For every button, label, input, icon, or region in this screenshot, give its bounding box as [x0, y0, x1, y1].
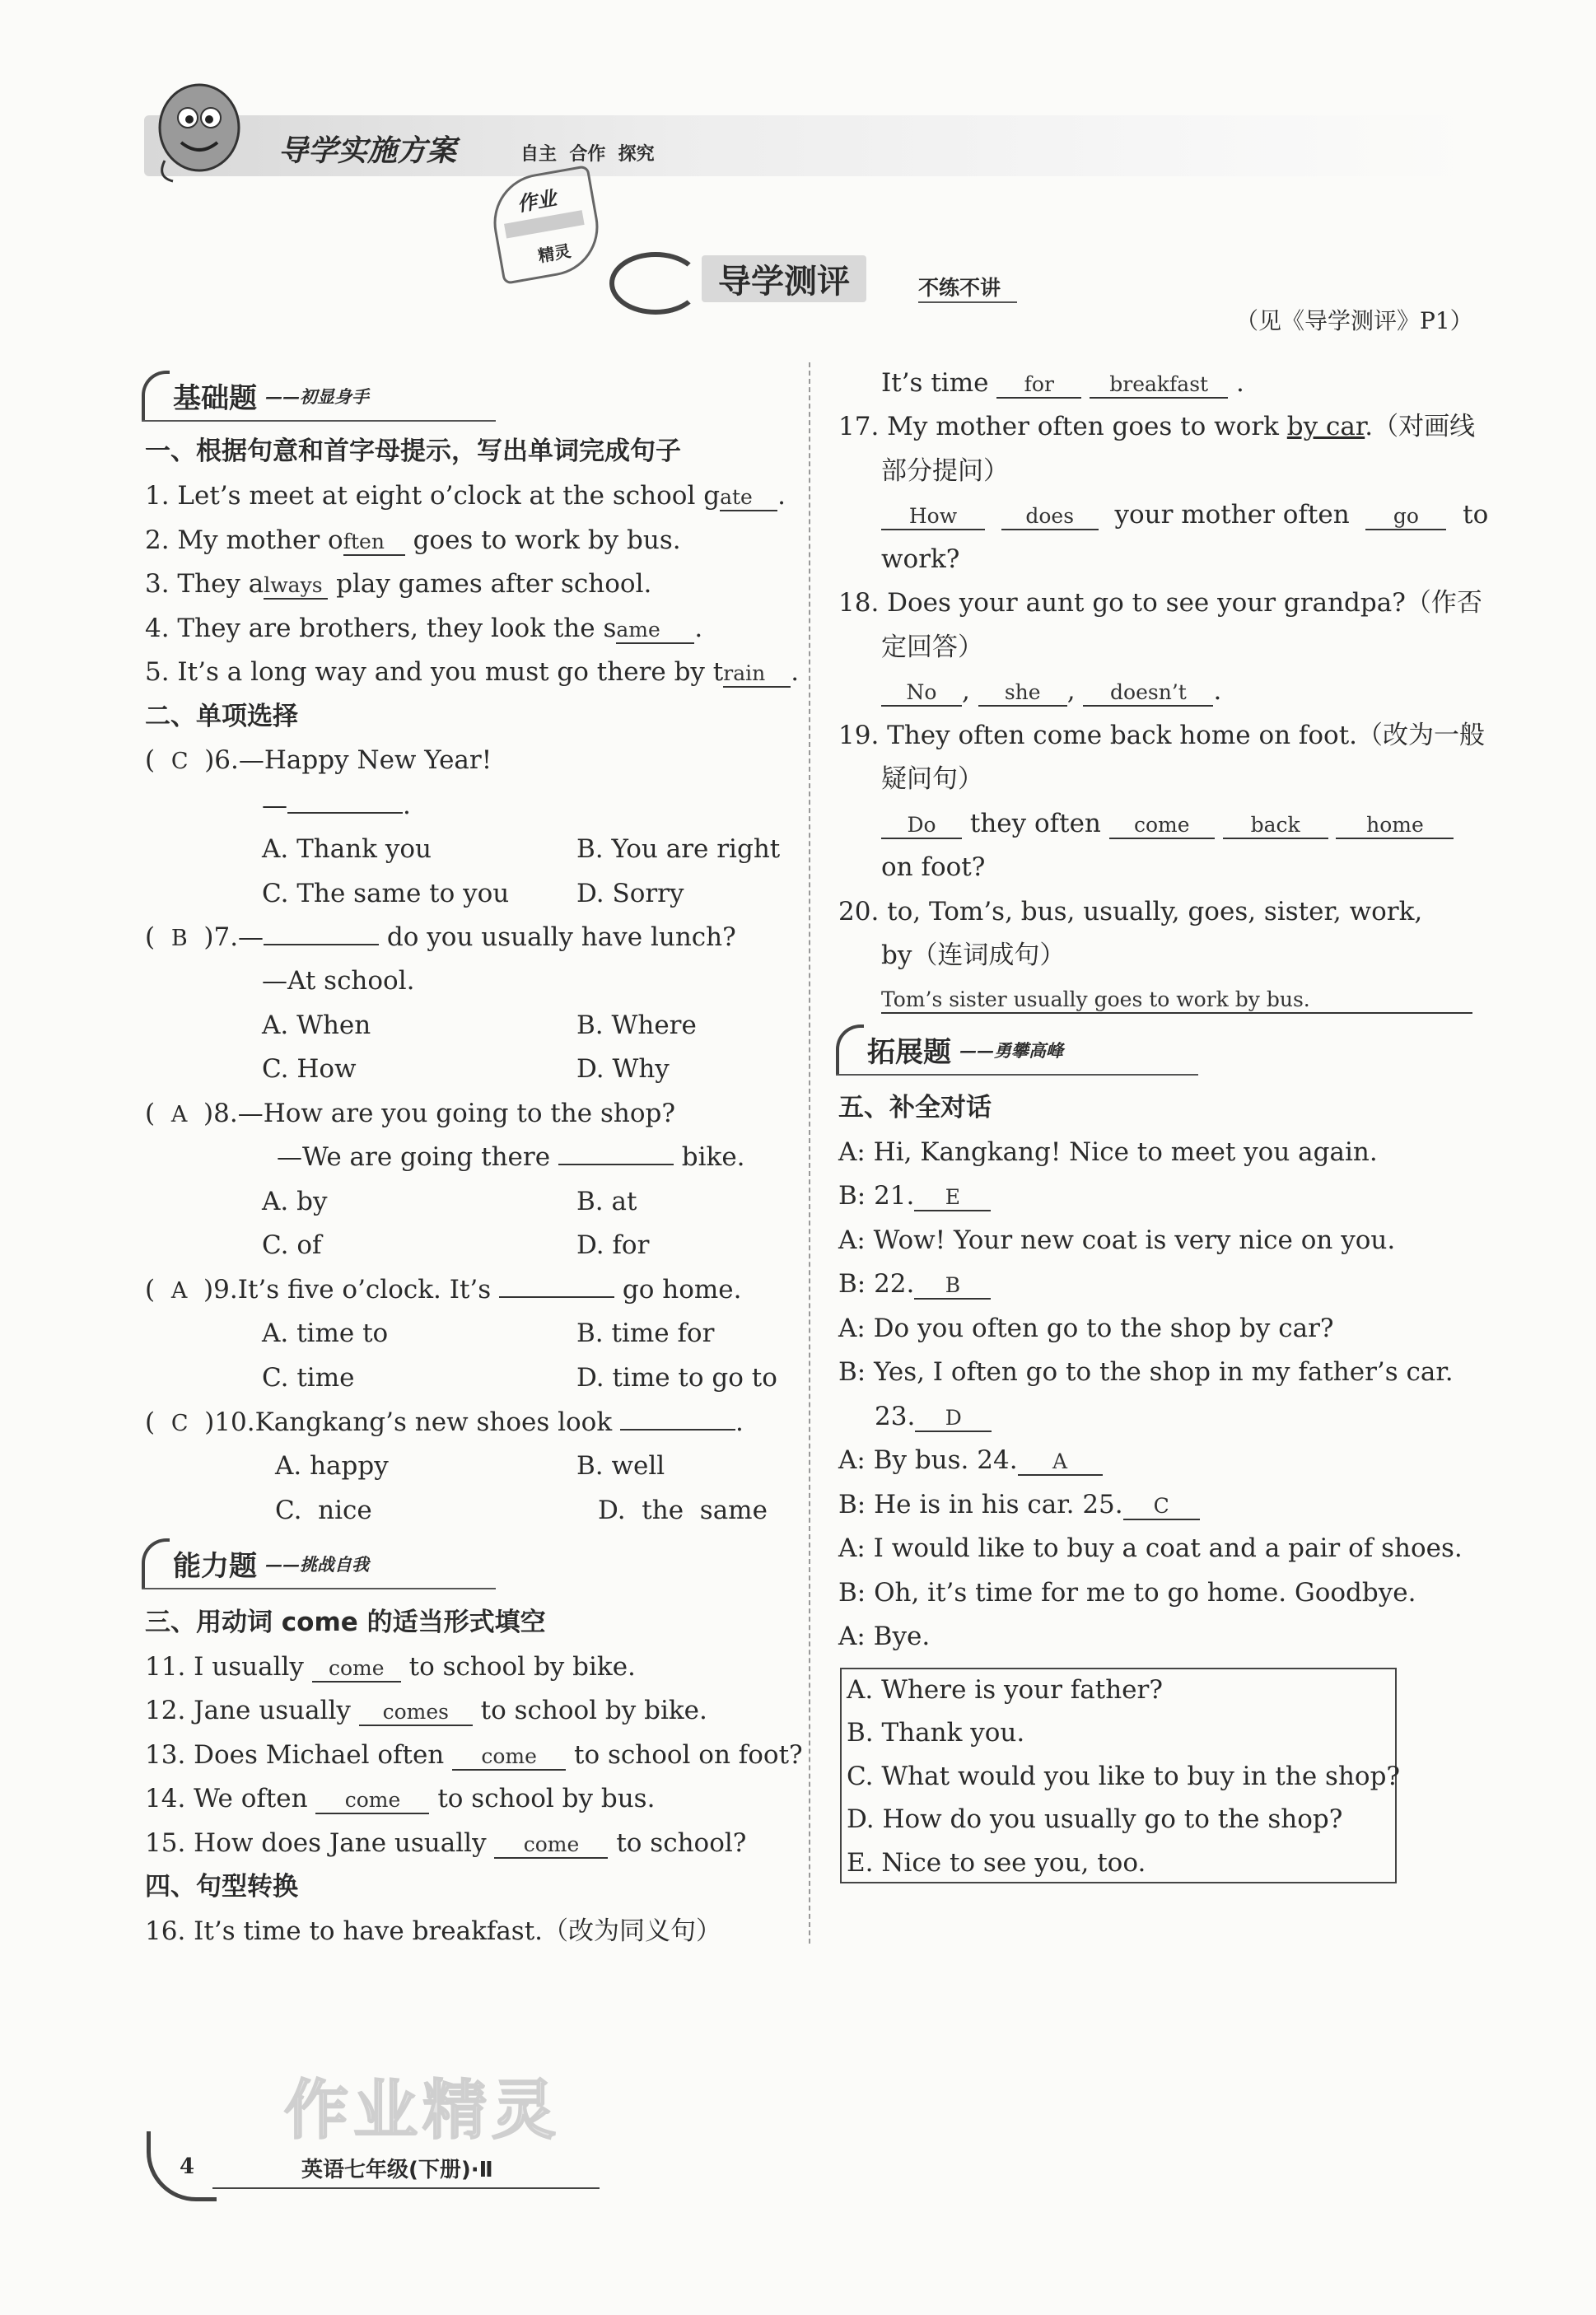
q15: 15. How does Jane usually come to school?: [145, 1828, 747, 1858]
section-extend-tag: 拓展题 ——勇攀高峰: [836, 1024, 1198, 1076]
dialog-line-1: A: Hi, Kangkang! Nice to meet you again.: [838, 1137, 1378, 1167]
q20-answer: Tom’s sister usually goes to work by bus.: [881, 982, 1472, 1015]
part1-heading: 一、根据句意和首字母提示，写出单词完成句子: [145, 436, 681, 466]
q3: 3. They always play games after school.: [145, 569, 652, 599]
footer-book: 英语七年级(下册)·Ⅱ: [301, 2158, 493, 2182]
header-title: 导学实施方案: [278, 134, 457, 168]
q8-option-b: B. at: [576, 1187, 637, 1216]
option-a: A. Where is your father?: [847, 1675, 1163, 1705]
q19-line2: 疑问句）: [881, 764, 983, 794]
section-banner: [609, 247, 1038, 309]
q2: 2. My mother often goes to work by bus.: [145, 525, 681, 555]
q10: ( C )10.Kangkang’s new shoes look .: [145, 1407, 744, 1437]
q9-option-b: B. time for: [576, 1319, 715, 1348]
part4-heading: 四、句型转换: [145, 1872, 298, 1902]
q10-option-a: A. happy: [275, 1451, 389, 1481]
q6-option-a: A. Thank you: [262, 834, 432, 864]
q17: 17. My mother often goes to work by car.（对画线: [838, 412, 1476, 441]
q10-option-d: D. the same: [598, 1496, 768, 1525]
dialog-line-10: A: I would like to buy a coat and a pair of shoes.: [838, 1533, 1463, 1563]
dialog-line-2: B: 21. E: [838, 1179, 991, 1212]
q8-line2: —We are going there bike.: [277, 1142, 745, 1172]
section-basic-tag: 基础题 ——初显身手: [142, 371, 496, 422]
q16: 16. It’s time to have breakfast.（改为同义句）: [145, 1916, 722, 1946]
q19: 19. They often come back home on foot.（改为一般: [838, 721, 1486, 750]
q6-option-d: D. Sorry: [576, 879, 684, 908]
dialog-line-8: A: By bus. 24. A: [838, 1444, 1103, 1477]
q20: 20. to, Tom’s, bus, usually, goes, sister, work,: [838, 897, 1423, 926]
option-c: C. What would you like to buy in the shop?: [847, 1762, 1401, 1791]
q16-answer: It’s time for breakfast .: [881, 368, 1244, 398]
banner-tag: 不练不讲: [918, 272, 1017, 303]
q8-option-a: A. by: [262, 1187, 328, 1216]
q11: 11. I usually come to school by bike.: [145, 1652, 636, 1682]
q4: 4. They are brothers, they look the same .: [145, 614, 703, 643]
banner-swirl-icon: [609, 252, 702, 315]
dialog-line-5: A: Do you often go to the shop by car?: [838, 1314, 1334, 1343]
q20-line2: by（连词成句）: [881, 940, 1066, 970]
q18-line2: 定回答）: [881, 632, 983, 662]
q8: ( A )8.—How are you going to the shop?: [145, 1099, 675, 1128]
reference-note: （见《导学测评》P1）: [1235, 307, 1473, 334]
banner-title: 导学测评: [702, 255, 866, 302]
q12: 12. Jane usually comes to school by bike.: [145, 1696, 707, 1725]
q18-answer: No , she , doesn’t .: [881, 674, 1221, 707]
watermark: 作业精灵: [284, 2074, 562, 2148]
option-e: E. Nice to see you, too.: [847, 1848, 1146, 1878]
dialog-line-12: A: Bye.: [838, 1622, 931, 1651]
q19-line3: on foot?: [881, 852, 986, 882]
q7-line2: —At school.: [262, 966, 415, 996]
q17-line3: work?: [881, 544, 960, 574]
q7-option-a: A. When: [262, 1010, 371, 1040]
footer-rule: [212, 2187, 600, 2189]
q14: 14. We often come to school by bus.: [145, 1784, 656, 1813]
option-d: D. How do you usually go to the shop?: [847, 1804, 1343, 1834]
q6-line2: — .: [262, 791, 411, 820]
header-subtitle: 自主 合作 探究: [520, 143, 655, 165]
q7-option-d: D. Why: [576, 1054, 670, 1084]
q10-option-b: B. well: [576, 1451, 665, 1481]
q7-option-c: C. How: [262, 1054, 357, 1084]
q7-option-b: B. Where: [576, 1010, 697, 1040]
q19-answer: Do they often come back home: [881, 807, 1454, 840]
q9: ( A )9.It’s five o’clock. It’s go home.: [145, 1275, 742, 1305]
q9-option-a: A. time to: [262, 1319, 389, 1348]
q13: 13. Does Michael often come to school on foot?: [145, 1740, 803, 1770]
q6: ( C )6.—Happy New Year!: [145, 745, 492, 775]
option-b: B. Thank you.: [847, 1718, 1025, 1748]
q9-option-c: C. time: [262, 1363, 355, 1393]
q9-option-d: D. time to go to: [576, 1363, 777, 1393]
q17-line2: 部分提问）: [881, 456, 1009, 486]
q6-option-c: C. The same to you: [262, 879, 510, 908]
part5-heading: 五、补全对话: [838, 1093, 992, 1122]
section-ability-tag: 能力题 ——挑战自我: [142, 1538, 496, 1589]
dialog-line-3: A: Wow! Your new coat is very nice on you.: [838, 1225, 1396, 1255]
q8-option-d: D. for: [576, 1230, 650, 1260]
dialog-line-4: B: 22. B: [838, 1267, 991, 1300]
q8-option-c: C. of: [262, 1230, 322, 1260]
stamp-logo: 作业 精灵: [486, 165, 606, 285]
page-number: 4: [180, 2154, 195, 2179]
q17-answer: How does your mother often go to: [881, 498, 1488, 531]
q6-option-b: B. You are right: [576, 834, 781, 864]
mascot-logo: [148, 78, 247, 185]
part3-heading: 三、用动词 come 的适当形式填空: [145, 1608, 546, 1637]
q5: 5. It’s a long way and you must go there by train .: [145, 657, 800, 687]
part2-heading: 二、单项选择: [145, 702, 298, 731]
dialog-line-6: B: Yes, I often go to the shop in my father’s car.: [838, 1357, 1454, 1387]
q18: 18. Does your aunt go to see your grandpa?（作否: [838, 588, 1482, 618]
dialog-line-9: B: He is in his car. 25. C: [838, 1488, 1200, 1521]
dialog-line-11: B: Oh, it’s time for me to go home. Goodbye.: [838, 1578, 1416, 1608]
q1: 1. Let’s meet at eight o’clock at the school gate .: [145, 481, 786, 511]
q7: ( B )7.— do you usually have lunch?: [145, 922, 736, 952]
q10-option-c: C. nice: [275, 1496, 372, 1525]
column-divider: [809, 362, 810, 1944]
dialog-line-7: 23. D: [875, 1400, 992, 1433]
